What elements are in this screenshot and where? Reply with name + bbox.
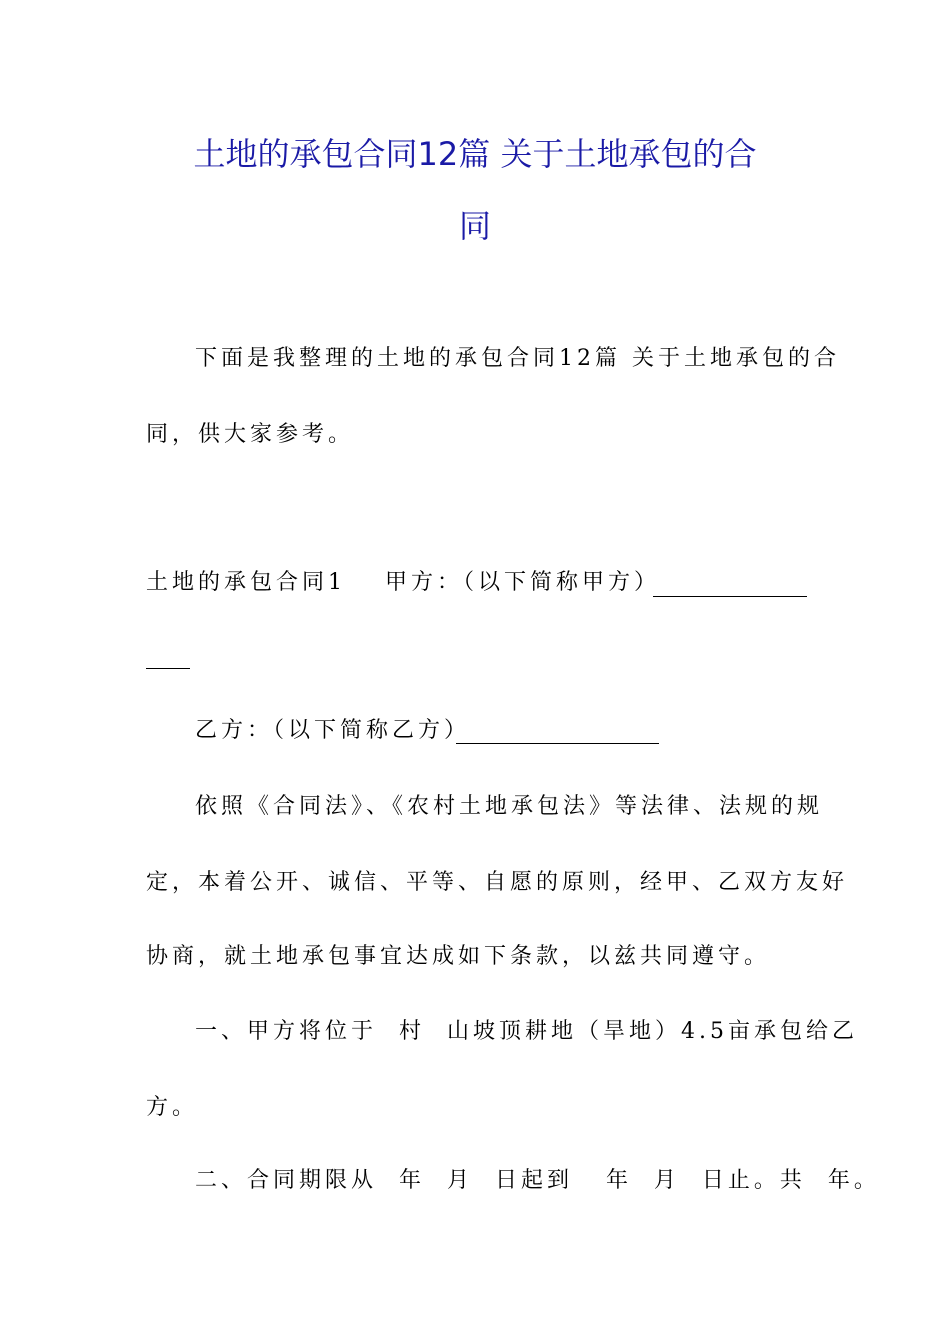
party-b-blank-line xyxy=(456,743,659,744)
clause1-line1: 一、甲方将位于 村 山坡顶耕地（旱地）4.5亩承包给乙 xyxy=(195,1019,858,1044)
party-a-blank-line xyxy=(653,596,807,597)
basis-line3: 协商，就土地承包事宜达成如下条款，以兹共同遵守。 xyxy=(146,944,771,969)
intro-line1: 下面是我整理的土地的承包合同12篇 关于土地承包的合 xyxy=(195,346,840,371)
document-title-line1: 土地的承包合同12篇 关于土地承包的合 xyxy=(193,135,757,173)
party-b-label: 乙方：（以下简称乙方） xyxy=(195,718,471,743)
basis-line1: 依照《合同法》、《农村土地承包法》等法律、法规的规 xyxy=(195,794,824,819)
basis-line2: 定，本着公开、诚信、平等、自愿的原则，经甲、乙双方友好 xyxy=(146,870,849,895)
contract-heading: 土地的承包合同1 xyxy=(146,570,346,595)
clause2-line1: 二、合同期限从 年 月 日起到 年 月 日止。共 年。 xyxy=(195,1168,880,1193)
party-a-label: 甲方：（以下简称甲方） xyxy=(385,570,661,595)
document-title-line2: 同 xyxy=(458,207,491,245)
party-a-blank-line-continued xyxy=(146,668,190,669)
intro-line2: 同，供大家参考。 xyxy=(146,422,355,447)
clause1-line2: 方。 xyxy=(146,1095,199,1120)
